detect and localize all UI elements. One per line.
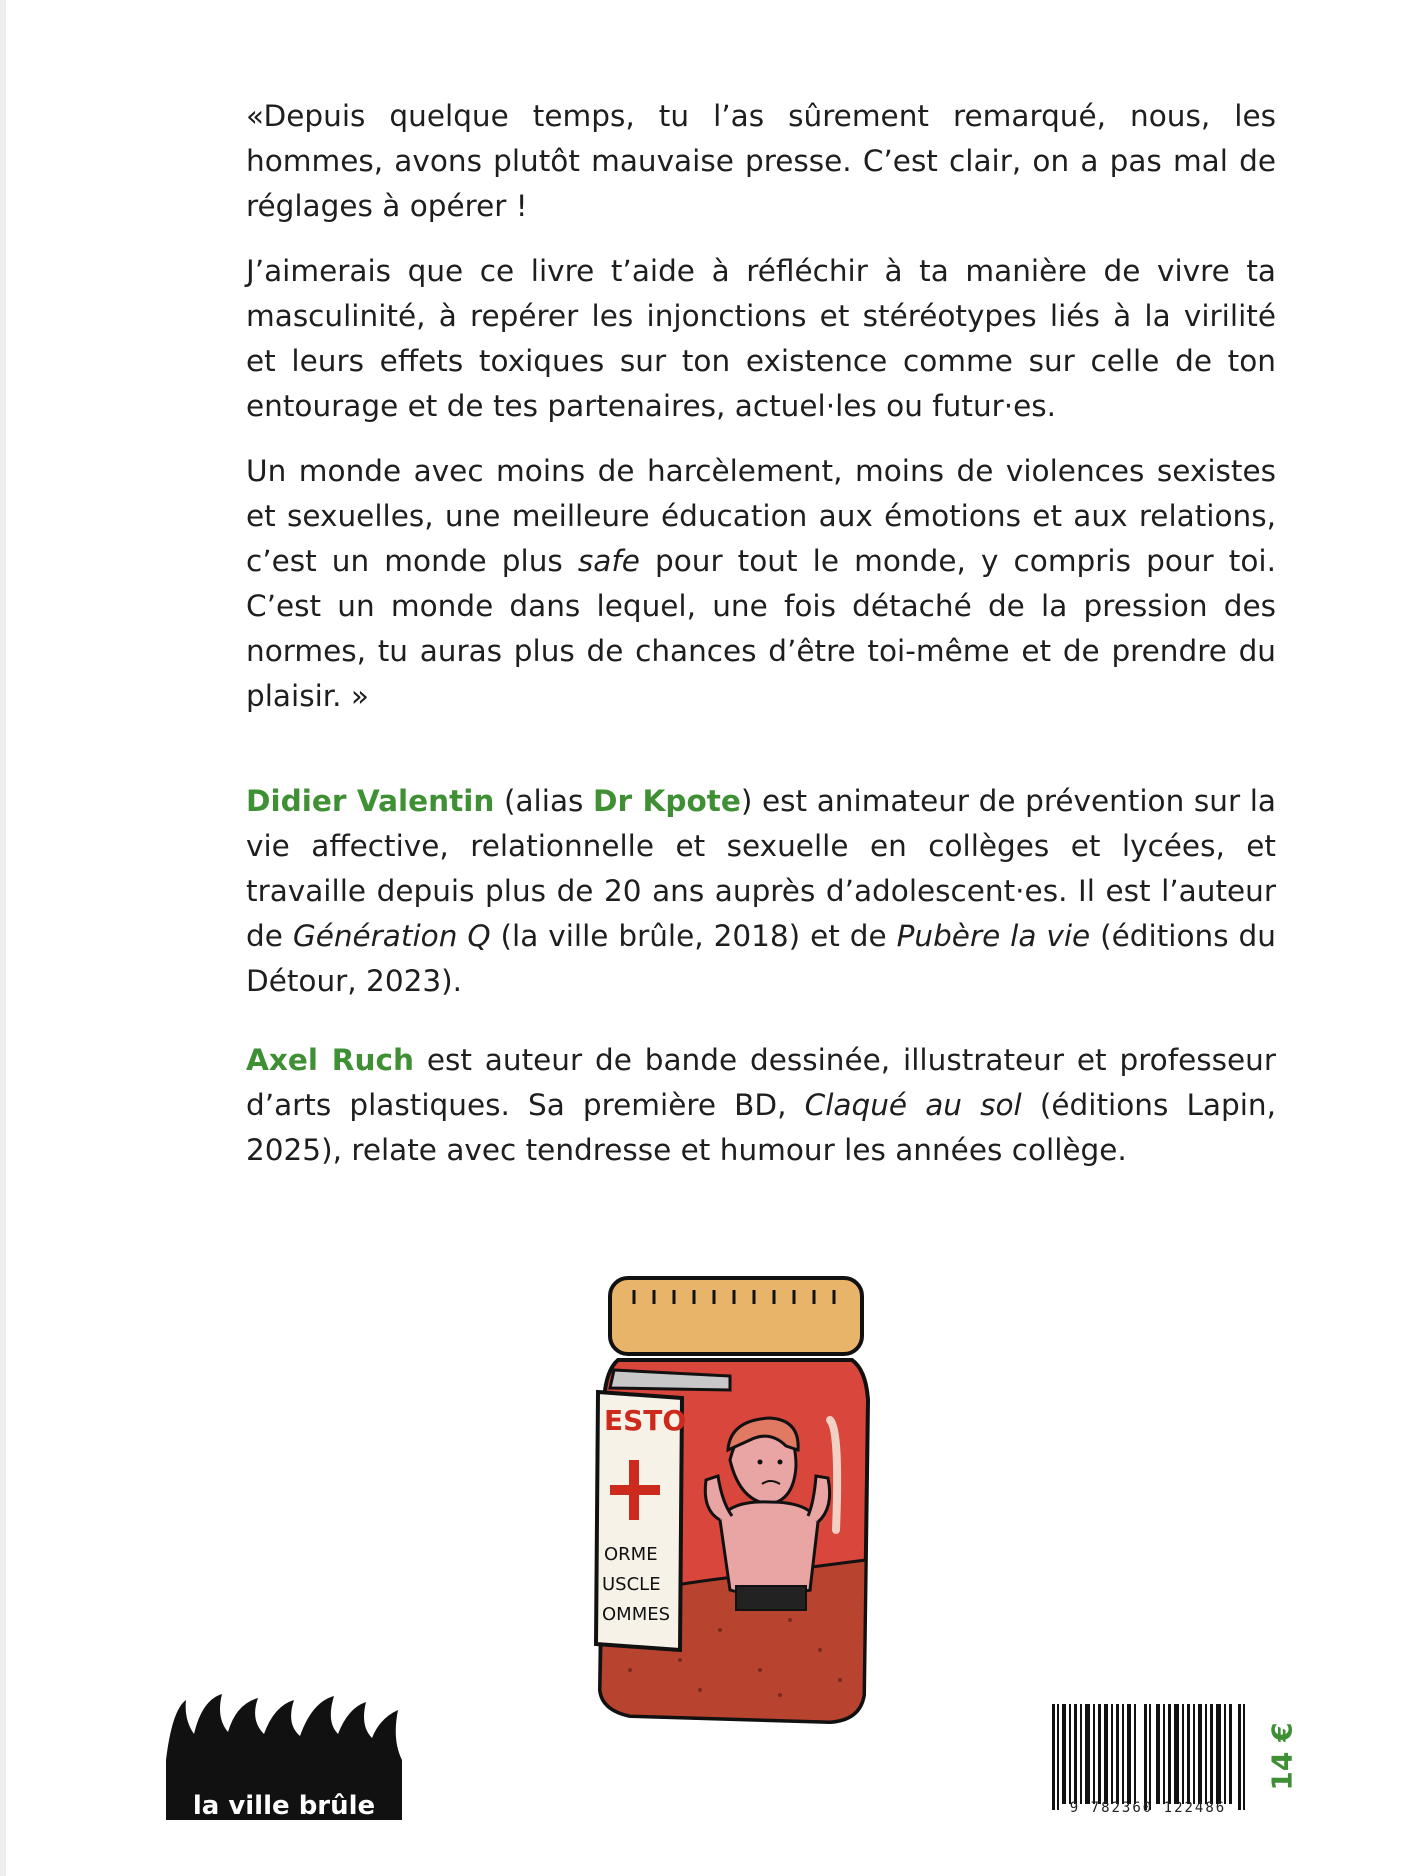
jar-label-line3: USCLE [602,1574,661,1595]
book-title-pubere: Pubère la vie [896,919,1091,953]
book-title-generation-q: Génération Q [292,919,491,953]
quote-paragraph-3: Un monde avec moins de harcèlement, moins de violences sexistes et sexuelles, une meilleure éducation aux émotions et aux relations, c’est un monde plus safe pour tout le monde, y compris pour toi. C’est un monde dans lequel, une fois détaché de la pression des normes, tu auras plus de chances d’être toi-même et de prendre du plaisir. » [246,454,1276,713]
barcode-digits: 9 782360 122486 [1069,1800,1227,1816]
jar-illustration [590,1270,890,1730]
publisher-logo [166,1690,402,1820]
quote-paragraph-1: «Depuis quelque temps, tu l’as sûrement remarqué, nous, les hommes, avons plutôt mauvaise presse. C’est clair, on a pas mal de réglages à opérer ! [246,99,1276,223]
illustrator-bio: Axel Ruch est auteur de bande dessinée, illustrateur et professeur d’arts plastiques. Sa première BD, Claqué au sol (éditions Lapin, 2025), relate avec tendresse et humour les années collège. [246,1043,1276,1167]
author-alias: Dr Kpote [593,784,741,818]
jar-label-line4: OMMES [602,1604,671,1625]
back-cover-text [246,94,1276,1173]
price-tag [1262,1700,1302,1810]
author-bio: Didier Valentin (alias Dr Kpote) est animateur de prévention sur la vie affective, relationnelle et sexuelle en collèges et lycées, et travaille depuis plus de 20 ans auprès d’adolescent·es. Il est l’auteur de Génération Q (la ville brûle, 2018) et de Pubère la vie (éditions du Détour, 2023). [246,784,1276,998]
jar-label-line1: ESTO [604,1404,687,1437]
author-name: Didier Valentin [246,784,495,818]
book-title-claque: Claqué au sol [804,1088,1022,1122]
quote-paragraph-2: J’aimerais que ce livre t’aide à réfléchir à ta manière de vivre ta masculinité, à repérer les injonctions et stéréotypes liés à la virilité et leurs effets toxiques sur ton existence comme sur celle de ton entourage et de tes partenaires, actuel·les ou futur·es. [246,254,1276,423]
italic-safe: safe [577,544,640,578]
illustrator-name: Axel Ruch [246,1043,414,1077]
price-value: 14 € [1265,1722,1299,1791]
page-edge [0,0,6,1876]
jar-label-line2: ORME [604,1544,658,1565]
publisher-name: la ville brûle [192,1791,376,1820]
